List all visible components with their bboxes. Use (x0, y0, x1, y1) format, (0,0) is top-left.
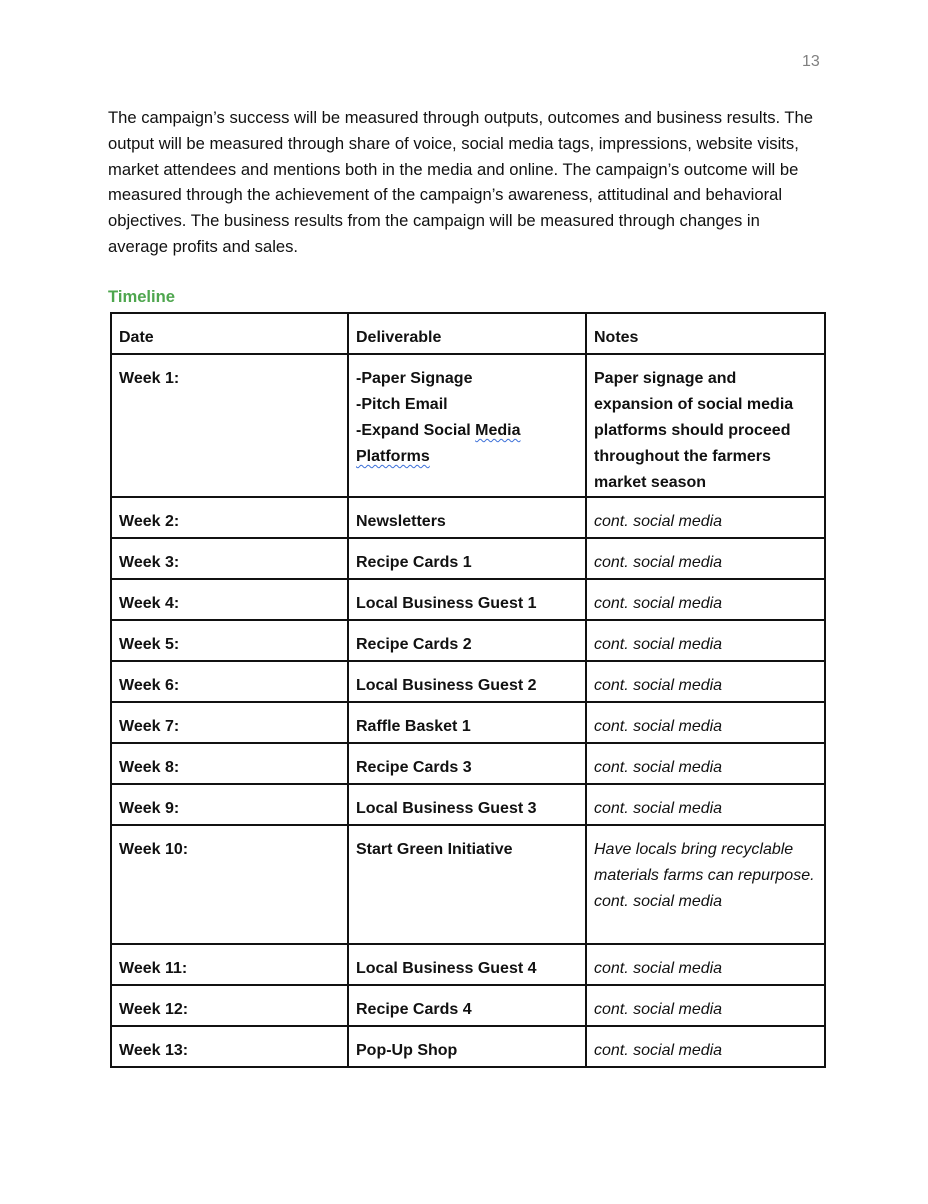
deliverable-cell: Pop-Up Shop (348, 1026, 586, 1067)
date-cell: Week 6: (111, 661, 348, 702)
timeline-table (110, 312, 826, 1068)
notes-line: Have locals bring recyclable materials farms can repurpose. (594, 841, 815, 884)
notes-cell: cont. social media (586, 579, 825, 620)
notes-cell: cont. social media (586, 538, 825, 579)
table-row (111, 985, 825, 1026)
header-date: Date (111, 313, 348, 354)
deliverable-cell: Newsletters (348, 497, 586, 538)
spellcheck-word: Media (475, 422, 521, 439)
notes-line: cont. social media (594, 893, 723, 910)
notes-cell: Paper signage and expansion of social media platforms should proceed throughout the farmers market season (586, 354, 825, 497)
notes-cell: cont. social media (586, 784, 825, 825)
date-cell: Week 2: (111, 497, 348, 538)
notes-cell: cont. social media (586, 1026, 825, 1067)
section-heading-timeline: Timeline (108, 287, 176, 306)
deliverable-cell: Start Green Initiative (348, 825, 586, 944)
date-cell: Week 9: (111, 784, 348, 825)
deliverable-cell: Local Business Guest 2 (348, 661, 586, 702)
table-row (111, 825, 825, 944)
deliverable-line-part: -Expand Social (356, 422, 476, 439)
deliverable-cell: Recipe Cards 4 (348, 985, 586, 1026)
table-row (111, 1026, 825, 1067)
deliverable-cell: Raffle Basket 1 (348, 702, 586, 743)
date-cell: Week 11: (111, 944, 348, 985)
notes-cell: cont. social media (586, 620, 825, 661)
date-cell: Week 12: (111, 985, 348, 1026)
deliverable-line (356, 418, 578, 444)
notes-cell (586, 825, 825, 944)
table-header-row (111, 313, 825, 354)
date-cell: Week 5: (111, 620, 348, 661)
table-row (111, 497, 825, 538)
deliverable-cell: Recipe Cards 1 (348, 538, 586, 579)
table-row (111, 784, 825, 825)
spellcheck-word: Platforms (356, 448, 430, 465)
page-number: 13 (802, 53, 820, 70)
header-deliverable: Deliverable (348, 313, 586, 354)
table-row (111, 661, 825, 702)
deliverable-cell: Local Business Guest 4 (348, 944, 586, 985)
body-paragraph: The campaign’s success will be measured through outputs, outcomes and business results. The output will be measured through share of voice, social media tags, impressions, website visits, market attendees and mentions both in the media and online. The campaign’s outcome will be measured through the achievement of the campaign’s awareness, attitudinal and behavioral objectives. The business results from the campaign will be measured through changes in average profits and sales. (108, 108, 813, 256)
date-cell: Week 13: (111, 1026, 348, 1067)
notes-cell: cont. social media (586, 497, 825, 538)
notes-cell: cont. social media (586, 985, 825, 1026)
deliverable-cell: Recipe Cards 3 (348, 743, 586, 784)
deliverable-cell: Local Business Guest 1 (348, 579, 586, 620)
table-row (111, 354, 825, 497)
date-cell: Week 8: (111, 743, 348, 784)
date-cell: Week 7: (111, 702, 348, 743)
notes-cell: cont. social media (586, 944, 825, 985)
notes-cell: cont. social media (586, 661, 825, 702)
notes-cell: cont. social media (586, 743, 825, 784)
date-cell: Week 4: (111, 579, 348, 620)
table-row (111, 538, 825, 579)
deliverable-line: -Pitch Email (356, 396, 448, 413)
table-row (111, 702, 825, 743)
deliverable-cell: Recipe Cards 2 (348, 620, 586, 661)
table-row (111, 743, 825, 784)
deliverable-cell (348, 354, 586, 497)
date-cell: Week 10: (111, 825, 348, 944)
header-notes: Notes (586, 313, 825, 354)
deliverable-cell: Local Business Guest 3 (348, 784, 586, 825)
table-row (111, 620, 825, 661)
date-cell: Week 1: (111, 354, 348, 497)
date-cell: Week 3: (111, 538, 348, 579)
notes-cell: cont. social media (586, 702, 825, 743)
table-row (111, 944, 825, 985)
deliverable-line: -Paper Signage (356, 370, 473, 387)
table-row (111, 579, 825, 620)
deliverable-line (356, 444, 578, 470)
